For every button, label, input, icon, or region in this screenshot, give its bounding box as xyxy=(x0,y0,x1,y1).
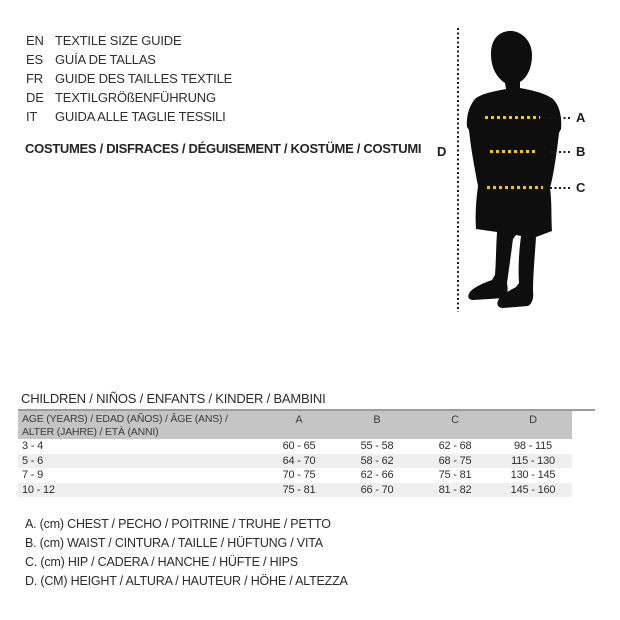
waist-measure-line xyxy=(490,150,538,153)
height-label-d: D xyxy=(437,144,447,159)
table-row xyxy=(18,439,572,454)
age-column-header xyxy=(18,411,260,439)
size-table xyxy=(18,409,595,497)
age-cell: 3 - 4 xyxy=(22,440,44,452)
legend-waist: B. (cm) WAIST / CINTURA / TAILLE / HÜFTUNG / VITA xyxy=(25,536,323,550)
chest-label-a: A xyxy=(576,110,586,125)
chest-cell: 70 - 75 xyxy=(282,469,316,481)
legend-height: D. (CM) HEIGHT / ALTURA / HAUTEUR / HÖHE / ALTEZZA xyxy=(25,574,348,588)
chest-cell: 60 - 65 xyxy=(282,440,316,452)
chest-connector-line xyxy=(550,117,572,119)
height-cell: 98 - 115 xyxy=(514,440,552,452)
language-title: GUIDE DES TAILLES TEXTILE xyxy=(55,71,233,86)
height-cell: 115 - 130 xyxy=(511,454,555,467)
waist-cell: 58 - 62 xyxy=(360,454,394,467)
hip-cell: 68 - 75 xyxy=(438,454,472,467)
table-row xyxy=(18,483,572,498)
hip-connector-line xyxy=(550,187,572,189)
language-title: GUIDA ALLE TAGLIE TESSILI xyxy=(55,109,226,124)
language-code: ES xyxy=(26,52,43,67)
size-table-header xyxy=(18,411,572,439)
age-header-line2: ALTER (JAHRE) / ETÀ (ANNI) xyxy=(22,425,159,438)
language-row-it xyxy=(26,107,232,126)
child-silhouette xyxy=(463,30,573,312)
waist-label-b: B xyxy=(576,144,586,159)
table-row xyxy=(18,454,572,469)
table-row xyxy=(18,468,572,483)
age-cell: 7 - 9 xyxy=(22,469,44,481)
hip-cell: 81 - 82 xyxy=(438,483,472,496)
child-silhouette-figure xyxy=(430,25,610,317)
hip-cell: 75 - 81 xyxy=(438,469,472,481)
legend-hip: C. (cm) HIP / CADERA / HANCHE / HÜFTE / HIPS xyxy=(25,555,298,569)
language-title: TEXTILE SIZE GUIDE xyxy=(55,33,182,48)
language-code: EN xyxy=(26,33,44,48)
waist-connector-line xyxy=(550,151,572,153)
waist-cell: 62 - 66 xyxy=(360,469,394,481)
column-header-d: D xyxy=(529,414,537,426)
category-title: COSTUMES / DISFRACES / DÉGUISEMENT / KOSTÜME / COSTUMI xyxy=(25,141,422,156)
hip-measure-line xyxy=(487,186,543,189)
language-code: FR xyxy=(26,71,43,86)
chest-cell: 64 - 70 xyxy=(282,454,316,467)
height-guide-dotted-line xyxy=(457,28,459,312)
language-code: IT xyxy=(26,109,38,124)
measurement-legend xyxy=(25,515,348,591)
legend-chest: A. (cm) CHEST / PECHO / POITRINE / TRUHE / PETTO xyxy=(25,517,331,531)
age-cell: 5 - 6 xyxy=(22,454,44,467)
hip-cell: 62 - 68 xyxy=(438,440,472,452)
language-title: GUÍA DE TALLAS xyxy=(55,52,156,67)
children-section-title: CHILDREN / NIÑOS / ENFANTS / KINDER / BAMBINI xyxy=(21,391,326,406)
waist-cell: 66 - 70 xyxy=(360,483,394,496)
language-row-es xyxy=(26,50,232,69)
language-row-fr xyxy=(26,69,232,88)
chest-cell: 75 - 81 xyxy=(282,483,316,496)
language-row-de xyxy=(26,88,232,107)
hip-label-c: C xyxy=(576,180,586,195)
waist-cell: 55 - 58 xyxy=(360,440,394,452)
age-cell: 10 - 12 xyxy=(22,483,55,496)
column-header-c: C xyxy=(451,414,459,426)
height-cell: 145 - 160 xyxy=(510,483,556,496)
age-header-line1: AGE (YEARS) / EDAD (AÑOS) / ÂGE (ANS) / xyxy=(22,413,228,425)
language-row-en xyxy=(26,31,232,50)
chest-measure-line xyxy=(485,116,540,119)
column-header-b: B xyxy=(373,414,381,426)
language-list xyxy=(26,31,232,126)
language-title: TEXTILGRÖßENFÜHRUNG xyxy=(55,90,216,105)
language-code: DE xyxy=(26,90,44,105)
height-cell: 130 - 145 xyxy=(510,469,556,481)
column-header-a: A xyxy=(295,414,303,426)
